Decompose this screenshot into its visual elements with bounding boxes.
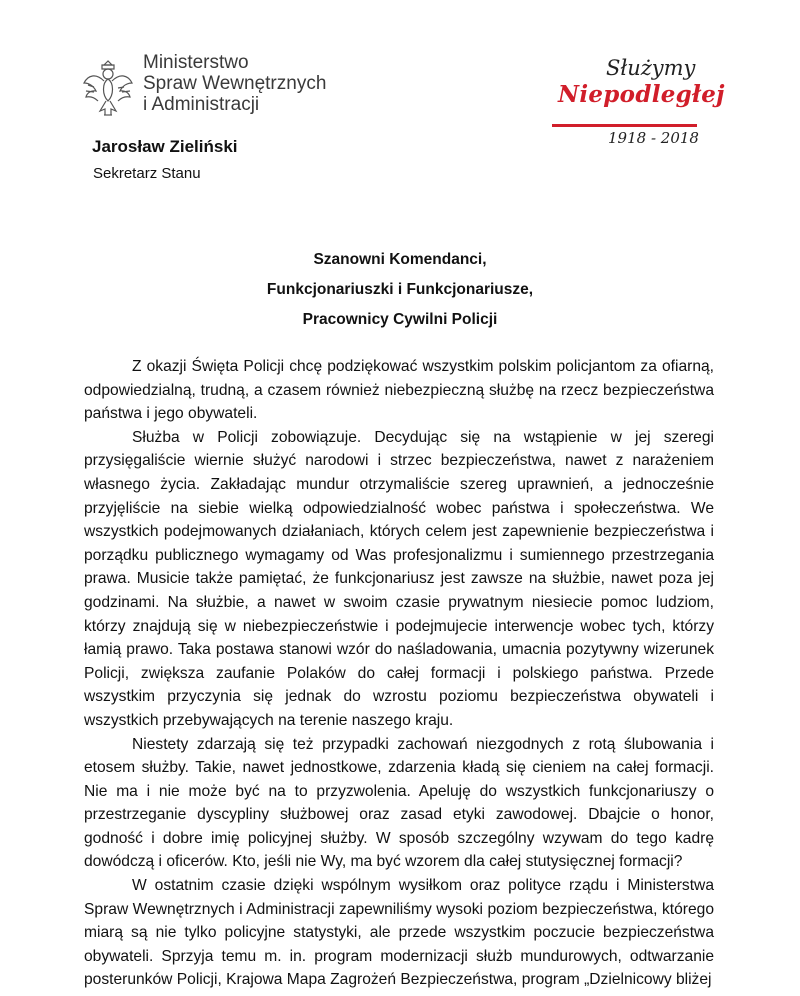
badge-line-1: Służymy [606, 56, 696, 80]
paragraph-4: W ostatnim czasie dzięki wspólnym wysiłkom oraz polityce rządu i Ministerstwa Spraw Wewnętrznych i Administracji zapewniliśmy wysoki poziom bezpieczeństwa, którego miarą są nie tylko policyjne statystyki, ale przede wszystkim poczucie bezpieczeństwa obywateli. Sprzyja temu m. in. program modernizacji służb mundurowych, odtwarzanie posterunków Policji, Krajowa Mapa Zagrożeń Bezpieczeństwa, program „Dzielnicowy bliżej [84, 877, 714, 989]
badge-divider [552, 124, 697, 127]
salutation-line-1: Szanowni Komendanci, [313, 251, 487, 268]
official-title: Sekretarz Stanu [93, 165, 201, 182]
letter-body [84, 355, 714, 992]
official-block [92, 137, 238, 182]
badge-line-2: Niepodległej [558, 81, 725, 108]
salutation-line-2: Funkcjonariuszki i Funkcjonariusze, [266, 281, 534, 298]
badge-years: 1918 - 2018 [608, 129, 699, 147]
ministry-line-2: Spraw Wewnętrznych [143, 73, 327, 94]
paragraph-2: Służba w Policji zobowiązuje. Decydując się na wstąpienie w jej szeregi przysięgaliście wiernie służyć narodowi i strzec bezpieczeństwa, nawet z narażeniem własnego życia. Zakładając mundur otrzymaliście szereg uprawnień, a jednocześnie przyjęliście na siebie wielką odpowiedzialność wobec państwa i społeczeństwa. We wszystkich podejmowanych działaniach, których celem jest zapewnienie bezpieczeństwa i porządku publicznego wymagamy od Was profesjonalizmu i sumiennego przestrzegania prawa. Musicie także pamiętać, że funkcjonariusz jest zawsze na służbie, nawet poza jej godzinami. Na służbie, a nawet w swoim czasie prywatnym niesiecie pomoc ludziom, którzy znajdują się w niebezpieczeństwie i podejmujecie interwencje wobec tych, którzy łamią prawo. Taka postawa stanowi wzór do naśladowania, umacnia pozytywny wizerunek Policji, zwiększa zaufanie Polaków do całej formacji i polskiego państwa. Przede wszystkim przyczynia się jednak do wzrostu poziomu bezpieczeństwa obywateli i wszystkich przebywających na terenie naszego kraju. [84, 428, 714, 729]
official-name: Jarosław Zieliński [92, 137, 238, 156]
ministry-line-3: i Administracji [143, 94, 260, 115]
letterhead [0, 0, 800, 200]
paragraph-1: Z okazji Święta Policji chcę podziękować wszystkim polskim policjantom za ofiarną, odpowiedzialną, trudną, a czasem również niebezpieczną służbę na rzecz bezpieczeństwa państwa i jego obywateli. [84, 358, 714, 423]
paragraph-3: Niestety zdarzają się też przypadki zachowań niezgodnych z rotą ślubowania i etosem służby. Takie, nawet jednostkowe, zdarzenia kładą się cieniem na całej formacji. Nie ma i nie może być na to przyzwolenia. Apeluję do wszystkich funkcjonariuszy o przestrzeganie dyscypliny służbowej oraz zasad etyki zawodowej. Dbajcie o honor, godność i dobre imię policyjnej służby. W sposób szczególny wzywam do tego kadrę dowódczą i oficerów. Kto, jeśli nie Wy, ma być wzorem dla całej stutysięcznej formacji? [84, 735, 714, 871]
ministry-name [143, 52, 326, 115]
salutation-line-3: Pracownicy Cywilni Policji [302, 311, 498, 328]
salutation [0, 245, 800, 335]
anniversary-badge [552, 52, 725, 152]
ministry-line-1: Ministerstwo [143, 52, 249, 73]
polish-eagle-emblem-icon [80, 55, 136, 123]
